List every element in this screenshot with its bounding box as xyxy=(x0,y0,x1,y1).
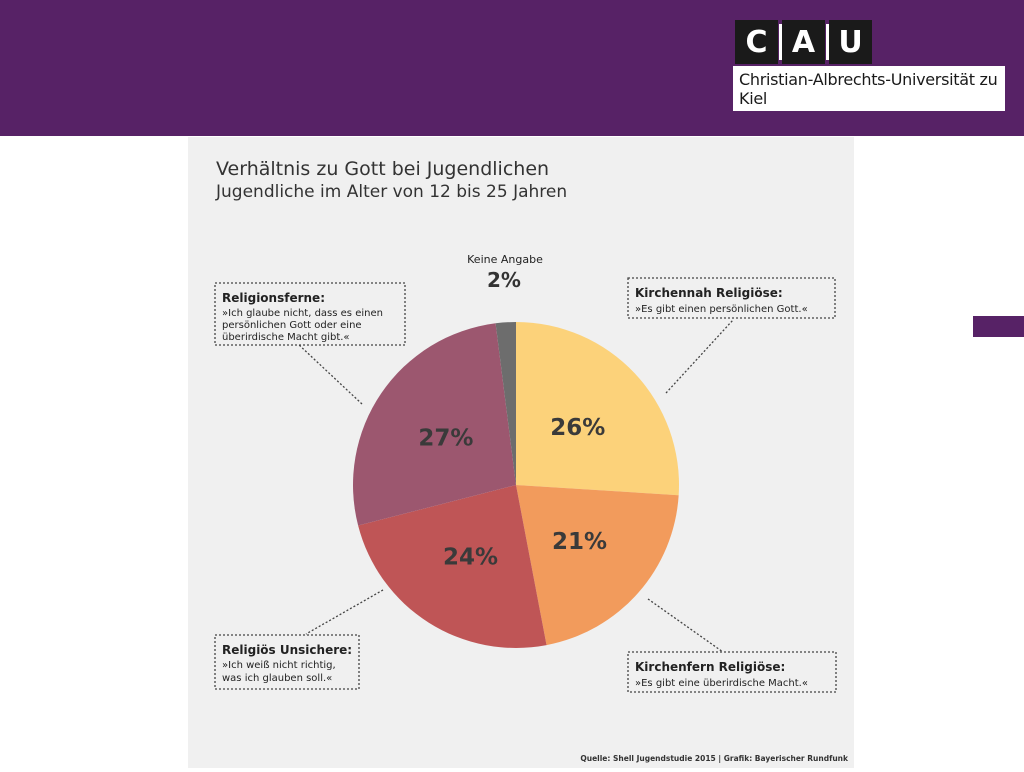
label-keine-angabe: Keine Angabe xyxy=(467,253,543,266)
label-unsichere-quote: »Ich weiß nicht richtig, was ich glauben soll.« xyxy=(222,660,336,684)
slice-value-label-kirchennah: 26% xyxy=(550,414,606,441)
label-unsichere-title: Religiös Unsichere: xyxy=(222,643,353,657)
leader-line-kirchennah xyxy=(666,320,733,393)
slice-value-label-religionsferne: 27% xyxy=(418,425,474,452)
label-religionsferne-quote: »Ich glaube nicht, dass es einen persönlichen Gott oder eine überirdische Macht gibt.« xyxy=(222,308,383,343)
logo-letter-u: U xyxy=(829,20,872,64)
university-name: Christian-Albrechts-Universität zu Kiel xyxy=(733,66,1005,111)
leader-line-kirchenfern xyxy=(648,599,723,652)
label-kirchennah-title: Kirchennah Religiöse: xyxy=(635,286,783,300)
pie-slices xyxy=(353,322,679,648)
slice-value-label-unsichere: 24% xyxy=(443,544,499,571)
chart-title: Verhältnis zu Gott bei Jugendlichen xyxy=(216,158,550,180)
chart-subtitle: Jugendliche im Alter von 12 bis 25 Jahren xyxy=(216,182,568,202)
logo-letter-c: C xyxy=(735,20,778,64)
leader-line-unsichere xyxy=(306,590,383,634)
logo-letter-a: A xyxy=(782,20,825,64)
slice-value-label-kirchenfern: 21% xyxy=(552,529,608,556)
leader-line-religionsferne xyxy=(298,344,362,404)
label-kirchenfern-quote: »Es gibt eine überirdische Macht.« xyxy=(635,678,808,689)
chart-source: Quelle: Shell Jugendstudie 2015 | Grafik: Bayerischer Rundfunk xyxy=(580,754,848,763)
value-keine-angabe: 2% xyxy=(487,268,521,292)
slide-marker xyxy=(973,316,1024,337)
label-kirchennah-quote: »Es gibt einen persönlichen Gott.« xyxy=(635,304,808,315)
pie-slice-kirchennah xyxy=(516,322,679,495)
cau-logo xyxy=(733,20,1005,111)
label-kirchenfern-title: Kirchenfern Religiöse: xyxy=(635,660,786,674)
label-religionsferne-title: Religionsferne: xyxy=(222,291,325,305)
infographic-panel xyxy=(188,137,854,768)
pie-chart xyxy=(188,137,854,768)
